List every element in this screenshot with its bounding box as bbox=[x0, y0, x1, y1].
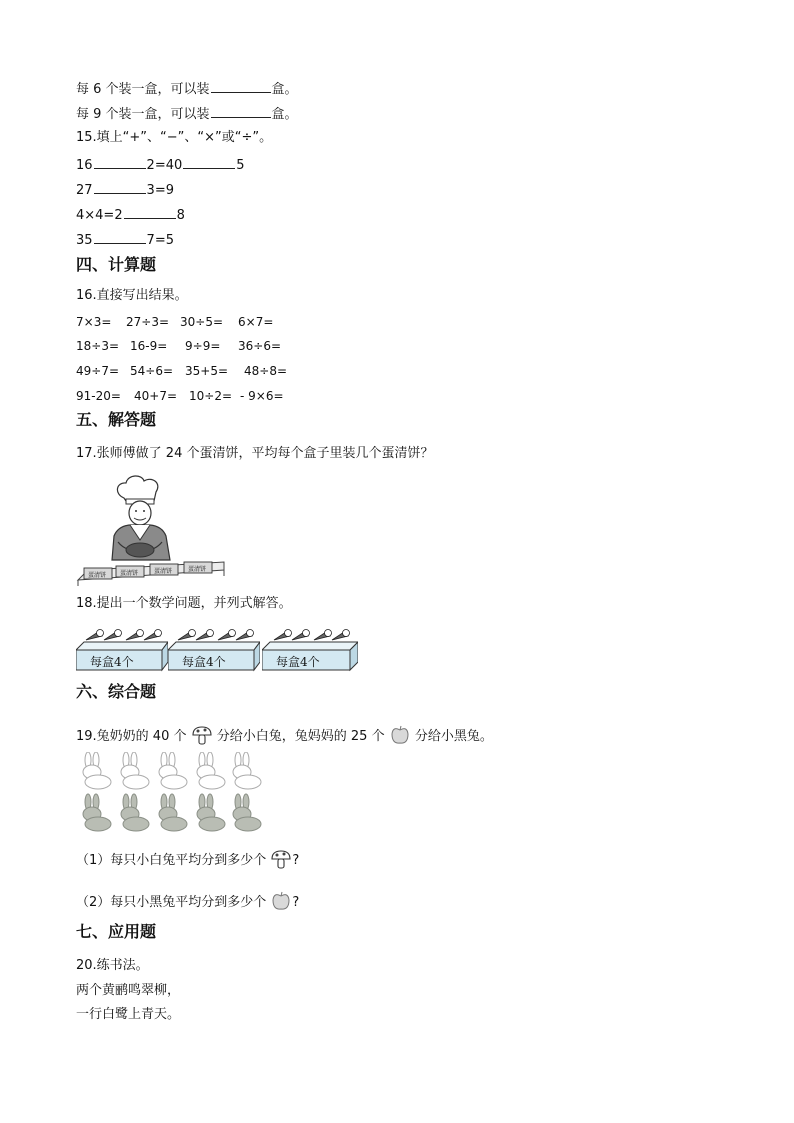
calc-item: 36÷6= bbox=[238, 339, 282, 353]
eq-text: 8 bbox=[176, 208, 185, 223]
question-18: 18.提出一个数学问题，并列式解答。 bbox=[76, 596, 292, 611]
q19-text: 19.兔奶奶的 40 个 bbox=[76, 729, 187, 744]
calc-item: - 9×6= bbox=[240, 389, 284, 403]
part-text: ? bbox=[292, 853, 300, 868]
line-text: 盒。 bbox=[271, 82, 298, 97]
calc-item: 40+7= bbox=[134, 389, 178, 403]
ice-cream-cone-icon bbox=[274, 630, 350, 641]
calc-item: 18÷3= bbox=[76, 339, 120, 353]
line-text: 盒。 bbox=[271, 107, 298, 122]
calc-item: 48÷8= bbox=[244, 364, 288, 378]
question-20: 20.练书法。 bbox=[76, 958, 149, 973]
section-heading-4: 四、计算题 bbox=[76, 255, 157, 274]
box-label: 蛋清饼 bbox=[154, 568, 173, 575]
crate bbox=[168, 622, 260, 672]
box-label: 蛋清饼 bbox=[188, 566, 207, 573]
question-line-box-6 bbox=[76, 80, 298, 98]
mushroom-icon bbox=[270, 849, 292, 869]
question-line-box-9 bbox=[76, 105, 298, 123]
operator-equation-1 bbox=[76, 156, 245, 174]
poem-line: 一行白鹭上青天。 bbox=[76, 1007, 181, 1022]
q19-text: 分给小黑兔。 bbox=[414, 729, 493, 744]
answer-blank[interactable] bbox=[94, 231, 146, 244]
calc-item: 30÷5= bbox=[180, 315, 224, 329]
poem-line: 两个黄鹂鸣翠柳， bbox=[76, 983, 181, 998]
calc-item: 49÷7= bbox=[76, 364, 120, 378]
question-17: 17.张师傅做了 24 个蛋清饼，平均每个盒子里装几个蛋清饼？ bbox=[76, 446, 434, 461]
eq-text: 3=9 bbox=[146, 183, 174, 198]
eq-text: 27 bbox=[76, 183, 93, 198]
crate bbox=[262, 622, 358, 672]
baker-illustration bbox=[74, 470, 226, 588]
part-text: ? bbox=[292, 895, 300, 910]
operator-equation-2 bbox=[76, 181, 174, 199]
line-text: 每 9 个装一盒，可以装 bbox=[76, 107, 210, 122]
eq-text: 7=5 bbox=[146, 233, 174, 248]
apple-icon bbox=[389, 724, 411, 746]
eq-text: 5 bbox=[236, 158, 245, 173]
ice-cream-cone-icon bbox=[86, 630, 162, 641]
calc-item: 54÷6= bbox=[130, 364, 174, 378]
part-text: （1）每只小白兔平均分到多少个 bbox=[76, 853, 267, 868]
eq-text: 2=40 bbox=[146, 158, 183, 173]
crate-label: 每盒4个 bbox=[182, 655, 226, 669]
mushroom-icon bbox=[191, 725, 213, 745]
box-label: 蛋清饼 bbox=[88, 572, 107, 579]
calc-item: 6×7= bbox=[238, 315, 274, 329]
question-19 bbox=[76, 724, 493, 746]
answer-blank[interactable] bbox=[94, 156, 146, 169]
question-19-part-2 bbox=[76, 890, 299, 912]
q19-text: 分给小白兔，兔妈妈的 25 个 bbox=[216, 729, 385, 744]
calc-item: 7×3= bbox=[76, 315, 112, 329]
crate bbox=[76, 622, 168, 672]
operator-equation-3 bbox=[76, 206, 185, 224]
calc-item: 35+5= bbox=[185, 364, 229, 378]
operator-equation-4 bbox=[76, 231, 174, 249]
eq-text: 16 bbox=[76, 158, 93, 173]
calc-item: 9÷9= bbox=[185, 339, 221, 353]
question-19-part-1 bbox=[76, 849, 299, 869]
section-heading-6: 六、综合题 bbox=[76, 682, 157, 701]
question-16: 16.直接写出结果。 bbox=[76, 288, 188, 303]
answer-blank[interactable] bbox=[211, 105, 271, 118]
white-rabbit-icon bbox=[83, 752, 261, 789]
answer-blank[interactable] bbox=[94, 181, 146, 194]
part-text: （2）每只小黑兔平均分到多少个 bbox=[76, 895, 267, 910]
section-heading-5: 五、解答题 bbox=[76, 410, 157, 429]
calc-item: 16-9= bbox=[130, 339, 168, 353]
question-15: 15.填上“+”、“−”、“×”或“÷”。 bbox=[76, 130, 273, 145]
ice-cream-cone-icon bbox=[178, 630, 254, 641]
box-label: 蛋清饼 bbox=[120, 570, 139, 577]
answer-blank[interactable] bbox=[211, 80, 271, 93]
line-text: 每 6 个装一盒，可以装 bbox=[76, 82, 210, 97]
crate-label: 每盒4个 bbox=[90, 655, 134, 669]
apple-icon bbox=[270, 890, 292, 912]
calc-item: 91-20= bbox=[76, 389, 121, 403]
black-rabbit-icon bbox=[83, 794, 261, 831]
rabbits-illustration bbox=[78, 752, 268, 836]
answer-blank[interactable] bbox=[183, 156, 235, 169]
answer-blank[interactable] bbox=[124, 206, 176, 219]
eq-text: 4×4=2 bbox=[76, 208, 123, 223]
eq-text: 35 bbox=[76, 233, 93, 248]
calc-item: 10÷2= bbox=[189, 389, 233, 403]
calc-item: 27÷3= bbox=[126, 315, 170, 329]
crate-label: 每盒4个 bbox=[276, 655, 320, 669]
section-heading-7: 七、应用题 bbox=[76, 922, 157, 941]
